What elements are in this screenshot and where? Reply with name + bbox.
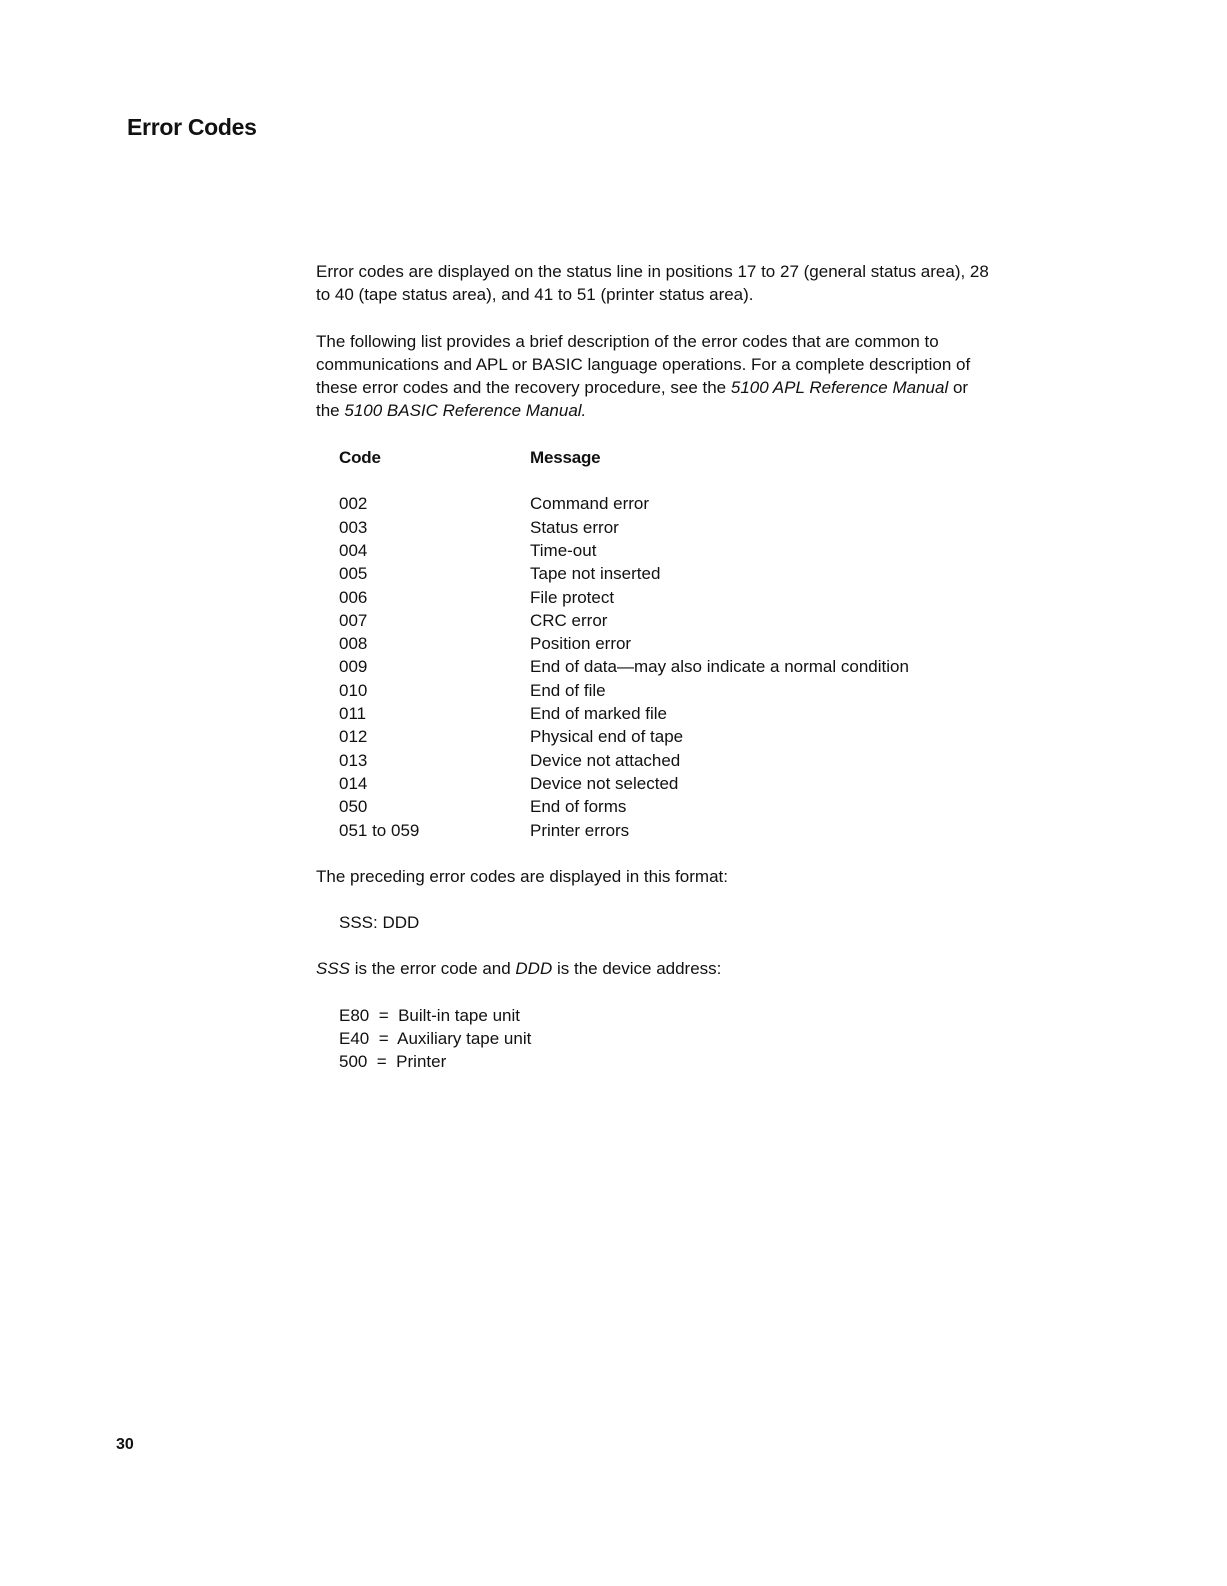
error-message: Time-out: [530, 540, 597, 560]
format-explanation-end: is the device address:: [552, 959, 722, 979]
format-example: SSS: DDD: [339, 913, 420, 933]
device-address-item: 500 = Printer: [339, 1052, 447, 1072]
description-paragraph: [316, 330, 996, 423]
description-text: The following list provides a brief description of the error codes that are common to communications and APL or BASIC language operations. For a complete description of these error codes and the recovery procedure, see the: [316, 331, 971, 398]
error-message: Position error: [530, 634, 632, 654]
error-message: End of marked file: [530, 704, 668, 724]
table-row: [339, 772, 996, 795]
error-code-table: [339, 446, 996, 842]
table-row: [339, 795, 996, 818]
table-row: [339, 702, 996, 725]
error-code: 005: [339, 564, 368, 584]
ddd-term: DDD: [515, 959, 553, 979]
basic-manual-reference: 5100 BASIC Reference Manual.: [344, 401, 587, 421]
error-message: Printer errors: [530, 820, 630, 840]
error-message: Device not attached: [530, 750, 681, 770]
error-message: Tape not inserted: [530, 564, 661, 584]
table-row: [339, 539, 996, 562]
table-row: [339, 725, 996, 748]
error-code: 013: [339, 750, 368, 770]
error-code: 002: [339, 494, 368, 514]
format-explanation-mid: is the error code and: [350, 959, 516, 979]
error-code: 006: [339, 587, 368, 607]
error-message: Status error: [530, 517, 619, 537]
error-code: 008: [339, 634, 368, 654]
device-address-item: E40 = Auxiliary tape unit: [339, 1029, 532, 1049]
table-row: [339, 749, 996, 772]
error-message: End of data—may also indicate a normal condition: [530, 657, 909, 677]
error-code: 012: [339, 727, 368, 747]
table-row: [339, 679, 996, 702]
table-row: [339, 609, 996, 632]
table-row: [339, 492, 996, 515]
table-row: [339, 516, 996, 539]
sss-term: SSS: [316, 959, 351, 979]
error-code: 003: [339, 517, 368, 537]
apl-manual-reference: 5100 APL Reference Manual: [730, 378, 949, 398]
error-code: 014: [339, 773, 368, 793]
error-message: Physical end of tape: [530, 727, 684, 747]
page-number: 30: [116, 1436, 134, 1453]
error-code: 010: [339, 680, 368, 700]
error-message: CRC error: [530, 610, 608, 630]
intro-paragraph: Error codes are displayed on the status line in positions 17 to 27 (general status area), 28 to 40 (tape status area), and 41 to 51 (printer status area).: [316, 262, 989, 305]
format-explanation: [316, 957, 996, 980]
error-message: End of forms: [530, 797, 627, 817]
device-address-list: [339, 1004, 996, 1074]
error-code: 007: [339, 610, 368, 630]
error-message: Device not selected: [530, 773, 679, 793]
body-content: [316, 260, 996, 1074]
table-row: [339, 819, 996, 842]
code-column-header: Code: [339, 447, 381, 467]
message-column-header: Message: [530, 447, 601, 467]
device-address-item: E80 = Built-in tape unit: [339, 1005, 520, 1025]
error-message: Command error: [530, 494, 650, 514]
error-message: File protect: [530, 587, 615, 607]
format-intro-paragraph: The preceding error codes are displayed in this format:: [316, 866, 728, 886]
table-row: [339, 586, 996, 609]
description-connector: or the: [316, 378, 969, 421]
table-row: [339, 632, 996, 655]
table-header: [339, 446, 996, 469]
error-message: End of file: [530, 680, 606, 700]
error-code: 004: [339, 540, 368, 560]
table-body: [339, 492, 996, 841]
error-code: 011: [339, 704, 367, 724]
error-code: 009: [339, 657, 368, 677]
error-code: 051 to 059: [339, 820, 420, 840]
error-code: 050: [339, 797, 368, 817]
page-title: Error Codes: [127, 114, 257, 140]
table-row: [339, 562, 996, 585]
table-row: [339, 655, 996, 678]
